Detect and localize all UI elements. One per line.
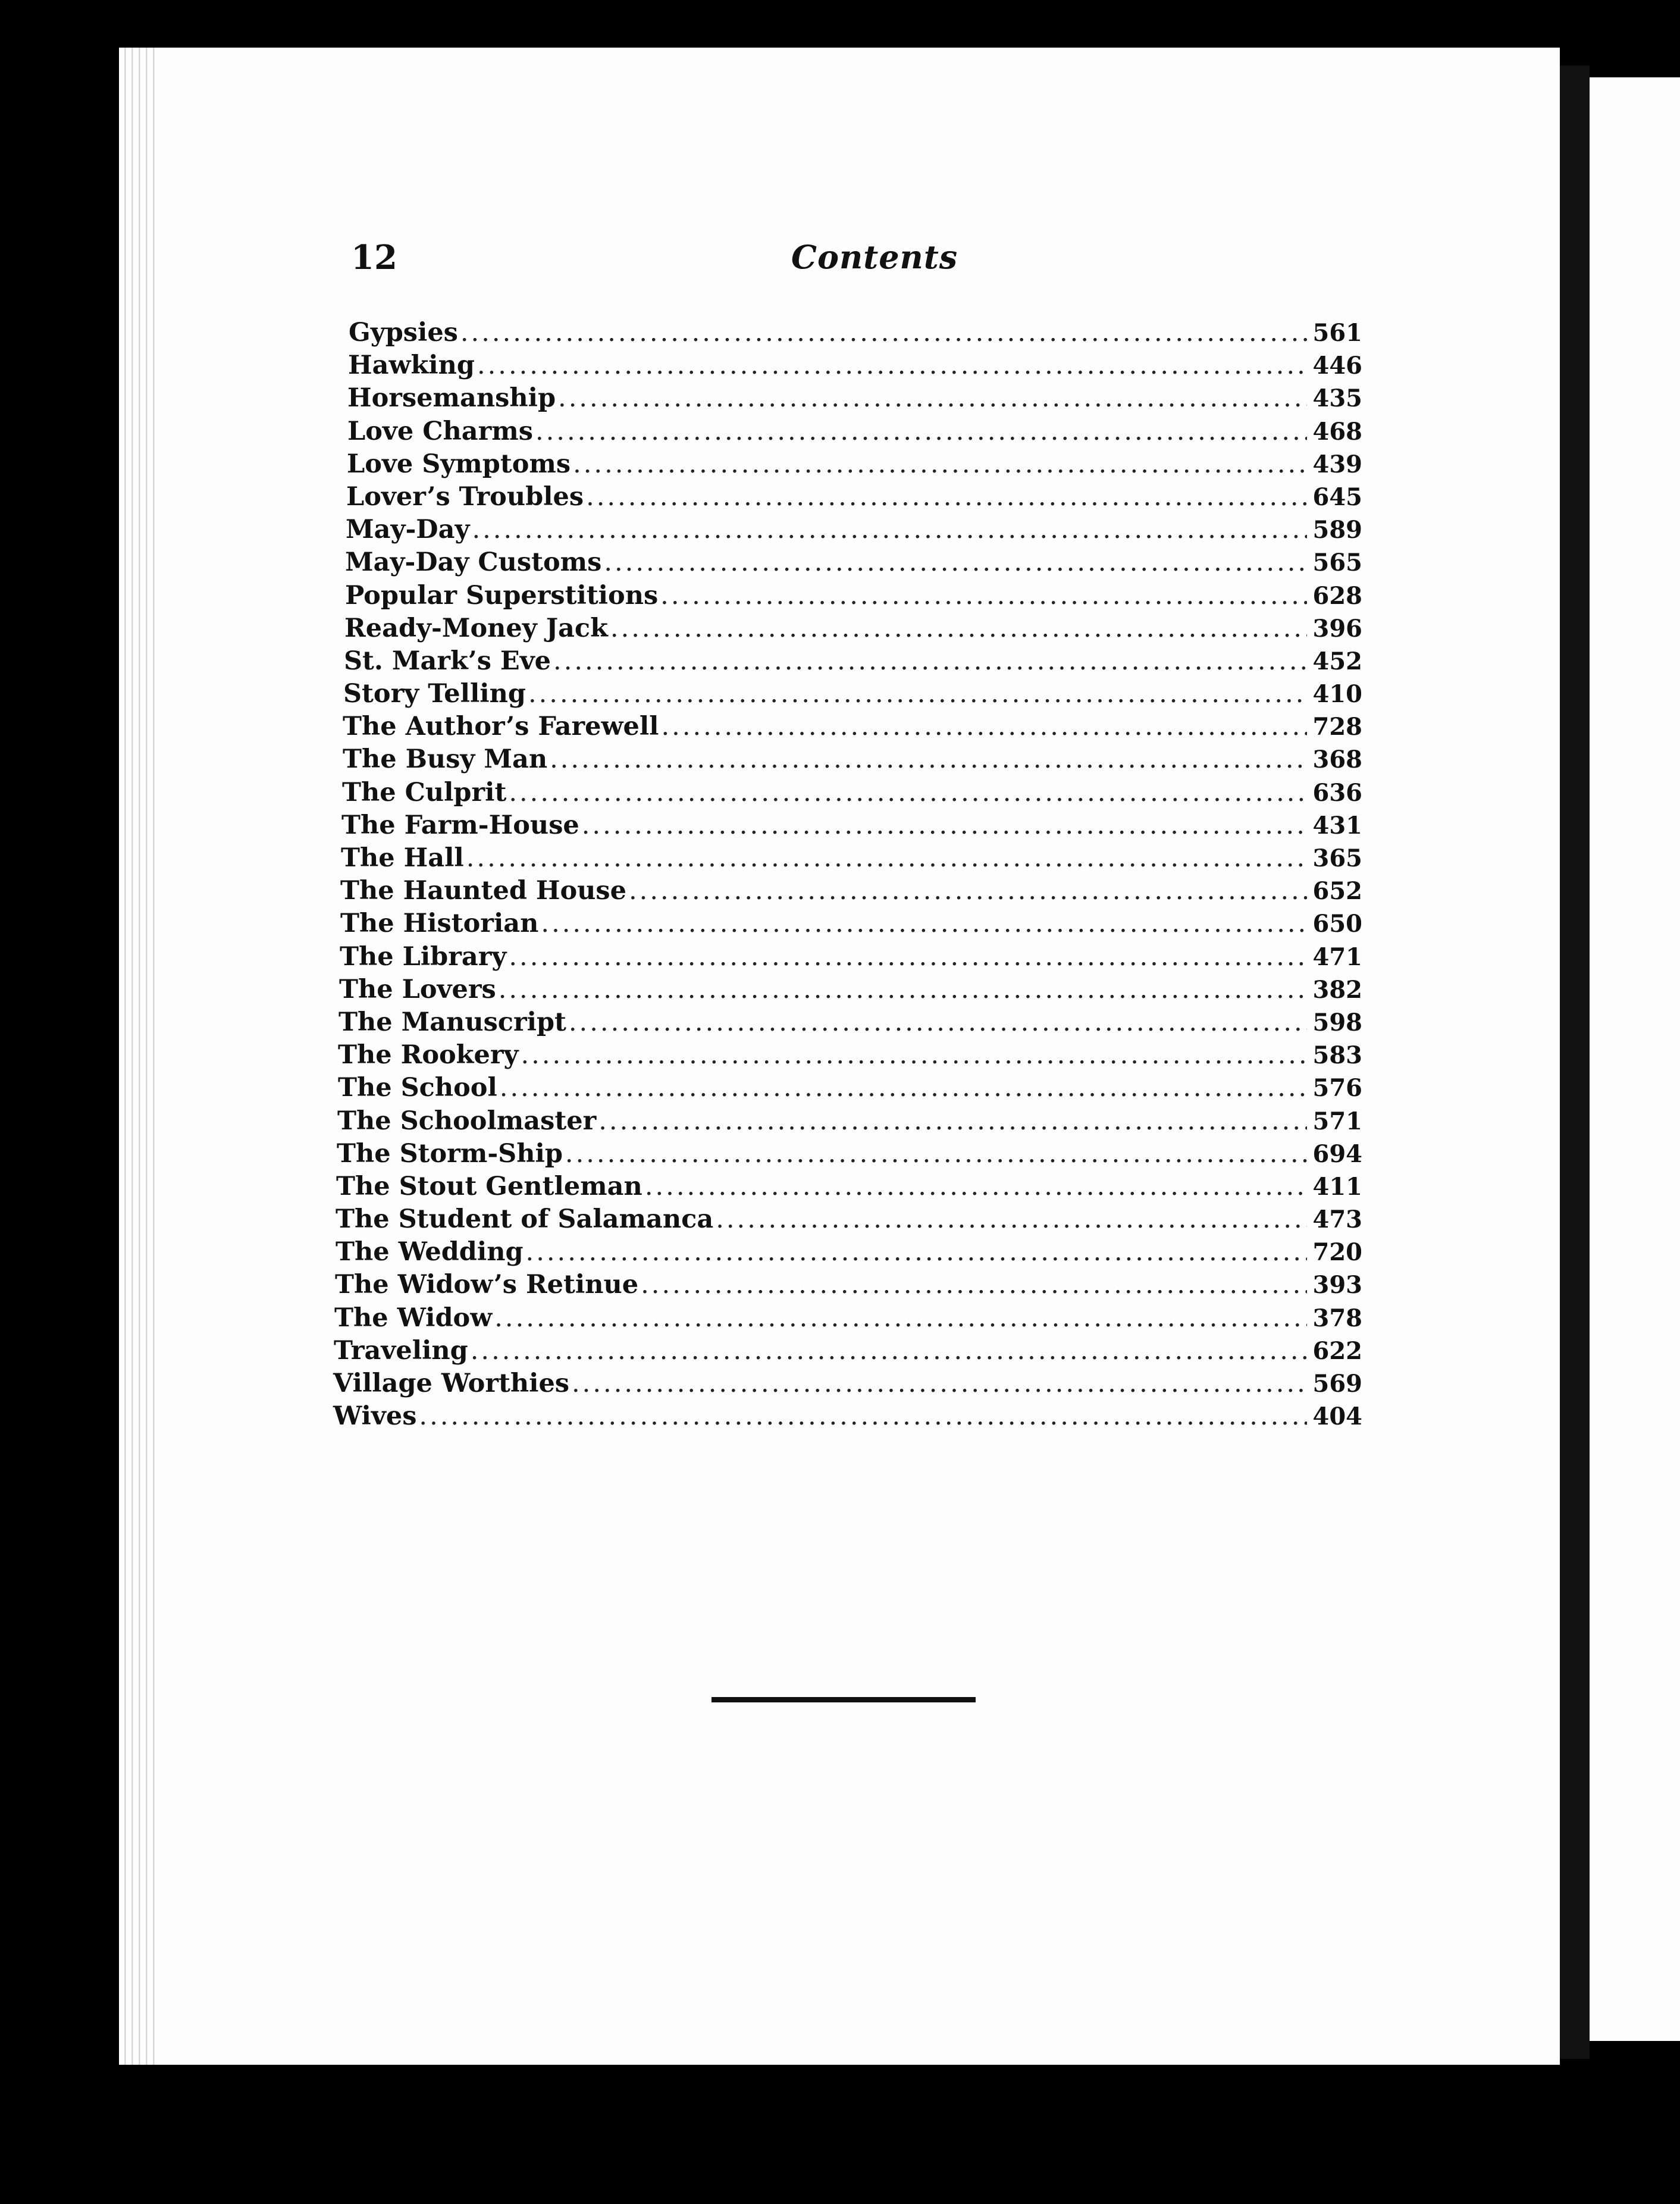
toc-dot-leader <box>629 875 1307 907</box>
toc-dot-leader <box>573 448 1306 481</box>
book-gutter <box>1560 65 1590 2059</box>
toc-dot-leader <box>641 1269 1306 1301</box>
toc-entry <box>336 1170 1362 1203</box>
page-number: 12 <box>351 238 397 277</box>
toc-dot-leader <box>645 1170 1307 1203</box>
table-of-contents <box>333 317 1362 1433</box>
toc-entry-title: The Culprit <box>342 777 507 807</box>
toc-entry-title: The Rookery <box>338 1040 519 1070</box>
toc-entry <box>336 1236 1362 1269</box>
toc-entry-title: Lover’s Troubles <box>346 481 584 512</box>
toc-entry-page: 583 <box>1312 1041 1362 1070</box>
toc-entry-page: 393 <box>1312 1271 1362 1300</box>
toc-entry-page: 382 <box>1312 975 1362 1004</box>
toc-entry <box>344 612 1362 645</box>
toc-entry-title: The Wedding <box>336 1237 524 1267</box>
toc-entry <box>338 1039 1362 1072</box>
toc-entry <box>346 481 1362 514</box>
toc-entry-page: 694 <box>1312 1139 1362 1168</box>
toc-entry <box>340 941 1362 973</box>
toc-dot-leader <box>535 415 1307 448</box>
toc-entry-page: 652 <box>1312 877 1362 906</box>
toc-dot-leader <box>471 1335 1307 1367</box>
toc-entry-page: 410 <box>1312 680 1362 709</box>
toc-entry-page: 561 <box>1312 319 1362 347</box>
toc-entry <box>334 1335 1362 1367</box>
toc-entry-title: The Schoolmaster <box>337 1106 597 1136</box>
toc-entry <box>347 382 1362 415</box>
toc-dot-leader <box>528 678 1307 710</box>
toc-dot-leader <box>586 481 1306 514</box>
toc-dot-leader <box>509 777 1306 809</box>
toc-dot-leader <box>550 743 1306 776</box>
toc-entry <box>345 580 1362 612</box>
toc-dot-leader <box>419 1400 1306 1433</box>
toc-entry <box>334 1302 1362 1335</box>
toc-dot-leader <box>494 1302 1306 1335</box>
toc-entry-page: 431 <box>1312 811 1362 840</box>
toc-entry <box>338 1006 1362 1039</box>
toc-entry-title: Ready-Money Jack <box>344 613 608 643</box>
toc-entry-page: 728 <box>1312 713 1362 741</box>
toc-dot-leader <box>521 1039 1306 1072</box>
toc-entry-title: Popular Superstitions <box>345 580 659 611</box>
toc-dot-leader <box>509 941 1306 973</box>
toc-entry-title: The Historian <box>340 909 539 939</box>
toc-entry <box>333 1367 1362 1400</box>
toc-entry <box>333 1400 1362 1433</box>
toc-entry-title: The School <box>338 1073 497 1103</box>
toc-entry <box>347 415 1362 448</box>
toc-dot-leader <box>499 973 1307 1006</box>
toc-entry-page: 439 <box>1312 450 1362 478</box>
toc-dot-leader <box>662 710 1307 743</box>
toc-entry <box>336 1203 1362 1236</box>
toc-entry-page: 378 <box>1312 1304 1362 1332</box>
toc-entry <box>338 1072 1362 1104</box>
toc-entry-page: 571 <box>1312 1107 1362 1135</box>
toc-entry-title: Love Symptoms <box>347 449 571 479</box>
toc-dot-leader <box>598 1105 1306 1138</box>
toc-dot-leader <box>610 612 1307 645</box>
toc-entry-page: 645 <box>1312 483 1362 511</box>
toc-entry-title: The Widow’s Retinue <box>335 1270 639 1300</box>
toc-entry-title: The Storm-Ship <box>337 1138 563 1169</box>
toc-dot-leader <box>558 382 1306 415</box>
toc-dot-leader <box>500 1072 1307 1104</box>
toc-dot-leader <box>604 546 1306 579</box>
toc-dot-leader <box>716 1203 1306 1236</box>
closing-rule <box>712 1697 976 1702</box>
toc-dot-leader <box>565 1138 1307 1170</box>
facing-page-edge <box>1590 77 1680 2041</box>
toc-entry-title: The Lovers <box>339 974 496 1004</box>
toc-entry-page: 446 <box>1312 352 1362 380</box>
toc-entry-page: 720 <box>1312 1238 1362 1267</box>
toc-entry-title: May-Day <box>346 515 470 545</box>
toc-entry-page: 435 <box>1312 384 1362 413</box>
toc-dot-leader <box>553 645 1306 678</box>
toc-entry <box>337 1138 1362 1170</box>
toc-entry <box>348 349 1362 382</box>
toc-dot-leader <box>582 809 1307 842</box>
toc-entry-title: May-Day Customs <box>345 547 602 578</box>
toc-entry-title: The Manuscript <box>338 1007 566 1037</box>
toc-dot-leader <box>541 907 1306 940</box>
toc-entry-page: 404 <box>1312 1402 1362 1431</box>
toc-entry <box>339 973 1362 1006</box>
toc-entry-title: The Haunted House <box>340 876 626 906</box>
toc-dot-leader <box>466 842 1307 875</box>
toc-entry-page: 411 <box>1312 1172 1362 1201</box>
running-title: Contents <box>791 238 958 276</box>
toc-dot-leader <box>569 1006 1307 1039</box>
toc-entry <box>349 317 1362 349</box>
toc-entry-page: 628 <box>1312 581 1362 610</box>
toc-entry-page: 396 <box>1312 614 1362 643</box>
toc-entry-title: St. Mark’s Eve <box>344 646 551 676</box>
toc-entry-title: The Student of Salamanca <box>336 1204 714 1235</box>
toc-entry <box>335 1269 1362 1301</box>
toc-entry <box>341 809 1362 842</box>
toc-dot-leader <box>477 349 1307 382</box>
toc-entry-title: The Hall <box>341 843 464 873</box>
toc-entry <box>342 777 1362 809</box>
toc-entry <box>343 743 1362 776</box>
toc-entry-page: 565 <box>1312 549 1362 577</box>
toc-entry-page: 598 <box>1312 1008 1362 1037</box>
toc-entry <box>343 678 1362 710</box>
toc-entry <box>340 907 1362 940</box>
toc-entry-title: Gypsies <box>349 318 458 347</box>
toc-entry-page: 452 <box>1312 647 1362 675</box>
toc-entry <box>344 645 1362 678</box>
toc-entry-title: Horsemanship <box>347 383 556 414</box>
toc-entry <box>340 875 1362 907</box>
toc-entry-title: The Author’s Farewell <box>343 712 659 742</box>
toc-entry-page: 569 <box>1312 1370 1362 1398</box>
toc-entry-title: Wives <box>333 1401 417 1432</box>
toc-entry-page: 650 <box>1312 910 1362 938</box>
toc-entry <box>347 448 1362 481</box>
toc-entry-page: 473 <box>1312 1206 1362 1234</box>
page-header <box>351 238 1350 286</box>
toc-dot-leader <box>460 317 1307 349</box>
toc-entry-page: 368 <box>1312 746 1362 774</box>
toc-entry-title: Village Worthies <box>333 1369 570 1398</box>
toc-dot-leader <box>526 1236 1307 1269</box>
toc-entry-title: Love Charms <box>347 416 533 446</box>
toc-entry-title: The Busy Man <box>343 744 548 775</box>
toc-entry-page: 468 <box>1312 417 1362 446</box>
toc-entry-page: 576 <box>1312 1074 1362 1103</box>
toc-entry-title: The Stout Gentleman <box>336 1171 642 1201</box>
toc-entry-title: Story Telling <box>343 679 526 709</box>
page-leaf-edges <box>119 48 158 2065</box>
toc-dot-leader <box>660 580 1306 612</box>
toc-entry-title: The Widow <box>334 1303 493 1333</box>
toc-entry-title: Hawking <box>348 350 475 381</box>
toc-entry <box>345 546 1362 579</box>
toc-entry-page: 622 <box>1312 1336 1362 1365</box>
toc-entry-page: 636 <box>1312 778 1362 807</box>
toc-dot-leader <box>472 514 1306 546</box>
toc-entry <box>343 710 1362 743</box>
toc-entry-title: Traveling <box>334 1335 468 1366</box>
toc-entry-page: 471 <box>1312 943 1362 971</box>
toc-entry-page: 589 <box>1312 516 1362 544</box>
toc-dot-leader <box>572 1367 1306 1400</box>
toc-entry-page: 365 <box>1312 844 1362 872</box>
toc-entry <box>341 842 1362 875</box>
toc-entry-title: The Library <box>340 941 507 972</box>
toc-entry <box>346 514 1362 546</box>
toc-entry <box>337 1105 1362 1138</box>
toc-entry-title: The Farm-House <box>341 810 579 840</box>
